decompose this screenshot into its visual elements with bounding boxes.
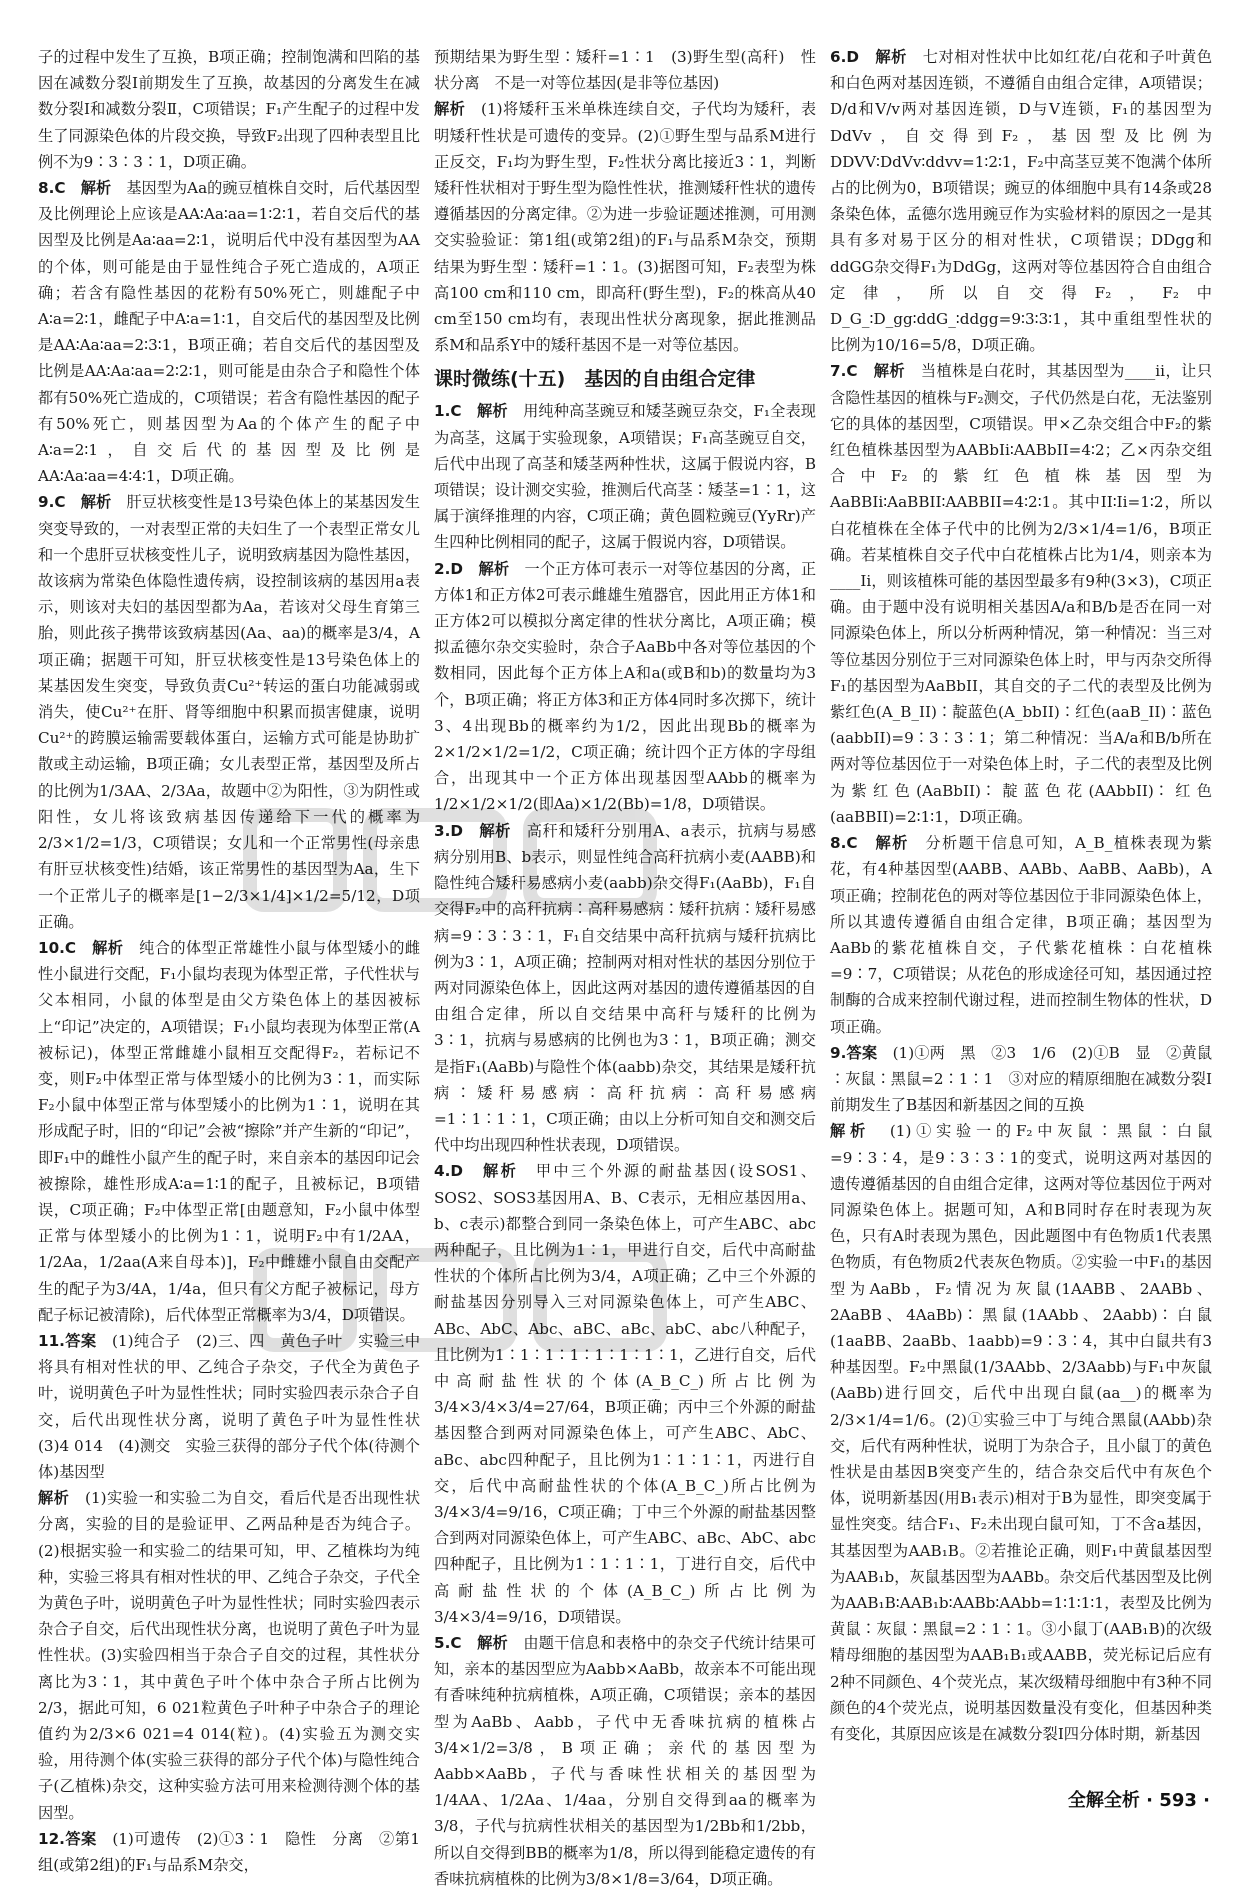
footer-dot-end: · — [1203, 1790, 1210, 1811]
item-text: 甲中三个外源的耐盐基因(设SOS1、SOS2、SOS3基因用A、B、C表示，无相应基因用a、b、c表示)都整合到同一条染色体上，可产生ABC、abc两种配子，且比例为1∶1，甲进行自交，后代中高耐盐性状的个体所占比例为3/4，A项正确；乙中三个外源的耐盐基因分别导入三对同源染色体上，可产生ABC、ABc、AbC、Abc、aBC、aBc、abC、abc八种配子，且比例为1∶1∶1∶1∶1∶1∶1∶1，乙进行自交，后代中高耐盐性状的个体(A_B_C_)所占比例为3/4×3/4×3/4=27/64，B项正确；丙中三个外源的耐盐基因整合到两对同源染色体上，可产生ABC、AbC、aBc、abc四种配子，且比例为1∶1∶1∶1，丙进行自交，后代中高耐盐性状的个体(A_B_C_)所占比例为3/4×3/4=9/16，C项正确；丁中三个外源的耐盐基因整合到两对同源染色体上，可产生ABC、aBc、AbC、abc四种配子，且比例为1∶1∶1∶1，丁进行自交，后代中高耐盐性状的个体(A_B_C_)所占比例为3/4×3/4=9/16，D项错误。 — [434, 1162, 816, 1626]
item-number: 8.C — [38, 179, 66, 198]
page-footer — [1068, 1786, 1210, 1812]
item-text: 一个正方体可表示一对等位基因的分离，正方体1和正方体2可表示雌雄生殖器官，因此用正方体1和正方体2可以模拟分离定律的性状分离比，A项正确；模拟孟德尔杂交实验时，杂合子AaBb中各对等位基因的个数相同，因此每个正方体上A和a(或B和b)的数量均为3个，B项正确；将正方体3和正方体4同时多次掷下，统计3、4出现Bb的概率约为1/2，因此出现Bb的概率为2×1/2×1/2=1/2，C项正确；统计四个正方体的字母组合，出现其中一个正方体出现基因型AAbb的概率为1/2×1/2×1/2(即Aa)×1/2(Bb)=1/8，D项错误。 — [434, 559, 817, 814]
footer-dot: · — [1146, 1790, 1154, 1811]
item-number: 5.C — [434, 1633, 462, 1652]
item-text: (1)①两 黑 ②3 1/6 (2)①B 显 ②黄鼠∶灰鼠∶黑鼠=2∶1∶1 ③对应的精原细胞在减数分裂Ⅰ前期发生了B基因和新基因之间的互换 — [830, 1043, 1213, 1115]
answer-item — [38, 1328, 436, 1485]
answer-item — [434, 1158, 816, 1630]
item-text: 肝豆状核变性是13号染色体上的某基因发生突变导致的，一对表型正常的夫妇生了一个表型正常女儿和一个患肝豆状核变性儿子，说明致病基因为隐性基因，故该病为常染色体隐性遗传病，设控制该病的基因用a表示，则该对夫妇的基因型都为Aa，若该对父母生育第三胎，则此孩子携带该致病基因(Aa、aa)的概率是3/4，A项正确；据题干可知，肝豆状核变性是13号染色体上的某基因发生突变，导致负责Cu²⁺转运的蛋白功能减弱或消失，使Cu²⁺在肝、肾等细胞中积累而损害健康，说明Cu²⁺的跨膜运输需要载体蛋白，运输方式可能是协助扩散或主动运输，B项正确；女儿表型正常，基因型及所占的比例为1/3AA、2/3Aa，故题中②为阳性，③为阴性或阳性，女儿将该致病基因传递给下一代的概率为2/3×1/2=1/3，C项错误；女儿和一个正常男性(母亲患有肝豆状核变性)结婚，该正常男性的基因型为Aa，生下一个正常儿子的概率是[1−2/3×1/4]×1/2=5/12，D项正确。 — [38, 493, 421, 931]
item-number: 1.C — [434, 402, 462, 421]
item-text: 当植株是白花时，其基因型为____ii，让只含隐性基因的植株与F₂测交，子代仍然是白花，无法鉴别它的具体的基因型，C项错误。甲×乙杂交组合中F₂的紫红色植株基因型为AABbIi∶AABbII=4∶2；乙×丙杂交组合中F₂的紫红色植株基因型为AaBBIi∶AaBBII∶AABBII=4∶2∶1。其中II∶Ii=1∶2，所以白花植株在全体子代中的比例为2/3×1/4=1/6，B项正确。若某植株自交子代中白花植株占比为1/4，则亲本为____Ii，则该植株可能的基因型最多有9种(3×3)，C项正确。由于题中没有说明相关基因A/a和B/b是否在同一对同源染色体上，所以分析两种情况，第一种情况：当三对等位基因分别位于三对同源染色体上时，甲与丙杂交所得F₁的基因型为AaBbII，其自交的子二代的表型及比例为紫红色(A_B_II)∶靛蓝色(A_bbII)∶红色(aaB_II)∶蓝色(aabbII)=9∶3∶3∶1；第二种情况：当A/a和B/b所在两对等位基因位于一对染色体上时，子二代的表型及比例为紫红色(AaBbII)∶靛蓝色花(AAbbII)∶红色(aaBBII)=2∶1∶1，D项正确。 — [830, 362, 1213, 826]
answer-item — [434, 398, 816, 555]
item-number: 10.C — [38, 938, 77, 957]
analysis-label: 解析 — [80, 179, 112, 198]
item-text: 七对相对性状中比如红花/白花和子叶黄色和白色两对基因连锁，不遵循自由组合定律，A项错误；D/d和V/v两对基因连锁，D与V连锁，F₁的基因型为DdVv，自交得到F₂，基因型及比例为DDVV∶DdVv∶ddvv=1∶2∶1，F₂中高茎豆荚不饱满个体所占的比例为0，B项错误；豌豆的体细胞中具有14条或28条染色体，孟德尔选用豌豆作为实验材料的原因之一是其具有多对易于区分的相对性状，C项错误；DDgg和ddGG杂交得F₁为DdGg，这两对等位基因符合自由组合定律，所以自交得F₂，F₂中D_G_∶D_gg∶ddG_∶ddgg=9∶3∶3∶1，其中重组型性状的比例为10/16=5/8，D项正确。 — [830, 48, 1213, 355]
answer-item — [830, 830, 1212, 1040]
column-left — [38, 44, 436, 1875]
item-text: 纯合的体型正常雄性小鼠与体型矮小的雌性小鼠进行交配，F₁小鼠均表现为体型正常，子代性状与父本相同，小鼠的体型是由父方染色体上的基因被标上“印记”决定的，A项错误；F₁小鼠均表现为体型正常(A被标记)，体型正常雌雄小鼠相互交配得F₂，若标记不变，则F₂中体型正常与体型矮小的比例为3∶1，而实际F₂小鼠中体型正常与体型矮小的比例为1∶1，说明在其形成配子时，旧的“印记”会被“擦除”并产生新的“印记”，即F₁中的雌性小鼠产生的配子时，来自亲本的基因印记会被擦除，雄性形成A∶a=1∶1的配子，且被标记，B项错误，C项正确；F₂中体型正常[由题意知，F₂小鼠中体型正常与体型矮小的比例为1∶1，说明F₂中有1/2AA，1/2Aa，1/2aa(A来自母本)]，F₂中雌雄小鼠自由交配产生的配子为3/4A，1/4a，但只有父方配子被标记，母方配子标记被清除)，后代体型正常概率为3/4，D项错误。 — [38, 938, 421, 1324]
item-text: (1)纯合子 (2)三、四 黄色子叶 实验三中将具有相对性状的甲、乙纯合子杂交，子代全为黄色子叶，说明黄色子叶为显性性状；同时实验四表示杂合子自交，后代出现性状分离，说明了黄色子叶为显性性状 (3)4 014 (4)测交 实验三获得的部分子代个体(待测个体)基因型 — [38, 1331, 436, 1481]
item-number: 7.C — [830, 362, 858, 381]
footer-label: 全解全析 — [1067, 1790, 1140, 1811]
item-number: 4.D — [434, 1162, 463, 1181]
item-text: 子的过程中发生了互换，B项正确；控制饱满和凹陷的基因在减数分裂Ⅰ前期发生了互换，故基因的分离发生在减数分裂Ⅰ和减数分裂Ⅱ，C项错误；F₁产生配子的过程中发生了同源染色体的片段交换，导致F₂出现了四种表型且比例不为9∶3∶3∶1，D项正确。 — [38, 48, 420, 171]
item-number: 2.D — [434, 559, 463, 578]
answer-item — [38, 1485, 420, 1826]
answer-item — [830, 44, 1212, 358]
item-number: 9.答案 — [830, 1043, 878, 1062]
answer-item — [434, 1630, 816, 1892]
analysis-label: 解析 — [482, 1162, 519, 1181]
column-middle — [434, 44, 817, 1888]
answer-paragraph — [434, 44, 816, 96]
analysis-label: 解析 — [873, 362, 906, 381]
analysis-label: 解析 — [38, 1489, 70, 1508]
item-number: 6.D — [830, 48, 859, 66]
item-text: 分析题干信息可知，A_B_植株表现为紫花，有4种基因型(AABB、AABb、AaBB、AaBb)，A项正确；控制花色的两对等位基因位于非同源染色体上，所以其遗传遵循自由组合定律，B项正确；基因型为AaBb的紫花植株自交，子代紫花植株∶白花植株=9∶7，C项错误；从花色的形成途径可知，基因通过控制酶的合成来控制代谢过程，进而控制生物体的性状，D项正确。 — [830, 834, 1213, 1036]
item-text: 高秆和矮秆分别用A、a表示，抗病与易感病分别用B、b表示，则显性纯合高秆抗病小麦(AABB)和隐性纯合矮秆易感病小麦(aabb)杂交得F₁(AaBb)，F₁自交得F₂中的高秆抗病∶高秆易感病∶矮秆抗病∶矮秆易感病=9∶3∶3∶1，F₁自交结果中高秆抗病与矮秆抗病比例为3∶1，A项正确；控制两对相对性状的基因分别位于两对同源染色体上，因此这两对基因的遗传遵循基因的自由组合定律，所以自交结果中高秆与矮秆的比例为3∶1，抗病与易感病的比例也为3∶1，B项正确；测交是指F₁(AaBb)与隐性个体(aabb)杂交，其结果是矮秆抗病∶矮秆易感病∶高秆抗病∶高秆易感病=1∶1∶1∶1，C项正确；由以上分析可知自交和测交后代中均出现四种性状表现，D项错误。 — [434, 821, 817, 1155]
answer-item — [38, 935, 420, 1328]
item-number: 9.C — [38, 493, 66, 512]
analysis-label: 解析 — [92, 938, 124, 957]
item-text: (1)可遗传 (2)①3∶1 隐性 分离 ②第1组(或第2组)的F₁与品系M杂交， — [38, 1829, 421, 1875]
item-text: (1)将矮秆玉米单株连续自交，子代均为矮秆，表明矮秆性状是可遗传的变异。(2)①野生型与品系M进行正反交，F₁均为野生型，F₂性状分离比接近3∶1，判断矮秆性状相对于野生型为隐性性状，推测矮秆性状的遗传遵循基因的分离定律。②为进一步验证题述推测，可用测交实验验证：第1组(或第2组)的F₁与品系M杂交，预期结果为野生型∶矮秆=1∶1。(3)据图可知，F₂表型为株高100 cm和110 cm，即高秆(野生型)，F₂的株高从40 cm至150 cm均有，表现出性状分离现象，据此推测品系M和品系Y中的矮秆基因不是一对等位基因。 — [434, 100, 817, 355]
item-text: (1)①实验一的F₂中灰鼠∶黑鼠∶白鼠=9∶3∶4，是9∶3∶3∶1的变式，说明这两对基因的遗传遵循基因的自由组合定律，这两对等位基因位于两对同源染色体上。据题可知，A和B同时存在时表现为灰色，只有A时表现为黑色，因此题图中有色物质1代表黑色物质，有色物质2代表灰色物质。②实验一中F₁的基因型为AaBb，F₂情况为灰鼠(1AABB、2AABb、2AaBB、4AaBb)∶黑鼠(1AAbb、2Aabb)∶白鼠(1aaBB、2aaBb、1aabb)=9∶3∶4，其中白鼠共有3种基因型。F₂中黑鼠(1/3AAbb、2/3Aabb)与F₁中灰鼠(AaBb)进行回交，后代中出现白鼠(aa__)的概率为2/3×1/4=1/6。(2)①实验三中丁与纯合黑鼠(AAbb)杂交，后代有两种性状，说明丁为杂合子，且小鼠丁的黄色性状是由基因B突变产生的，结合杂交后代中有灰色个体，说明新基因(用B₁表示)相对于B为显性，即突变属于显性突变。结合F₁、F₂未出现白鼠可知，丁不含a基因，其基因型为AAB₁B。②若推论正确，则F₁中黄鼠基因型为AAB₁b，灰鼠基因型为AABb。杂交后代基因型及比例为AAB₁B∶AAB₁b∶AABb∶AAbb=1∶1∶1∶1，表型及比例为黄鼠∶灰鼠∶黑鼠=2∶1∶1。③小鼠丁(AAB₁B)的次级精母细胞的基因型为AAB₁B₁或AABB，荧光标记后应有2种不同颜色、4个荧光点，某次级精母细胞中有3种不同颜色的4个荧光点，说明基因数量没有变化，但基因种类有变化，其原因应该是在减数分裂Ⅰ四分体时期，新基因 — [830, 1122, 1213, 1743]
analysis-label: 解析 — [875, 48, 907, 66]
answer-paragraph — [38, 44, 420, 175]
analysis-label: 解析 — [479, 821, 511, 840]
answer-item — [434, 96, 816, 358]
page-number: 593 — [1159, 1790, 1197, 1811]
analysis-label: 解析 — [477, 1633, 508, 1652]
item-text: (1)实验一和实验二为自交，看后代是否出现性状分离，实验的目的是验证甲、乙两品种是否为纯合子。(2)根据实验一和实验二的结果可知，甲、乙植株均为纯种，实验三将具有相对性状的甲、乙纯合子杂交，子代全为黄色子叶，说明黄色子叶为显性性状；同时实验四表示杂合子自交，后代出现性状分离，也说明了黄色子叶为显性性状。(3)实验四相当于杂合子自交的过程，其性状分离比为3∶1，其中黄色子叶个体中杂合子所占比例为2/3，据此可知，6 021粒黄色子叶种子中杂合子的理论值约为2/3×6 021=4 014(粒)。(4)实验五为测交实验，用待测个体(实验三获得的部分子代个体)与隐性纯合子(乙植株)杂交，这种实验方法可用来检测待测个体的基因型。 — [38, 1489, 421, 1822]
item-text: 用纯种高茎豌豆和矮茎豌豆杂交，F₁全表现为高茎，这属于实验现象，A项错误；F₁高茎豌豆自交，后代中出现了高茎和矮茎两种性状，这属于假说内容，B项错误；设计测交实验，推测后代高茎∶矮茎=1∶1，这属于演绎推理的内容，C项正确；黄色圆粒豌豆(YyRr)产生四种比例相同的配子，这属于假说内容，D项错误。 — [434, 402, 816, 552]
answer-item — [830, 358, 1212, 830]
answer-item — [38, 489, 420, 934]
analysis-label: 解析 — [875, 834, 909, 853]
analysis-label: 解析 — [80, 493, 112, 512]
answer-item — [830, 1040, 1212, 1119]
item-number: 3.D — [434, 821, 463, 840]
section-title: 课时微练(十五) 基因的自由组合定律 — [434, 368, 756, 391]
analysis-label: 解析 — [434, 100, 466, 119]
item-text: 由题干信息和表格中的杂交子代统计结果可知，亲本的基因型应为Aabb×AaBb，故亲本不可能出现有香味纯种抗病植株，A项正确，C项错误；亲本的基因型为AaBb、Aabb，子代中无香味抗病的植株占3/4×1/2=3/8，B项正确；亲代的基因型为Aabb×AaBb，子代与香味性状相关的基因型为1/4AA、1/2Aa、1/4aa，分别自交得到aa的概率为3/8，子代与抗病性状相关的基因型为1/2Bb和1/2bb，所以自交得到BB的概率为1/8，所以得到能稳定遗传的有香味抗病植株的比例为3/8×1/8=3/64，D项正确。 — [434, 1633, 817, 1888]
column-right — [830, 44, 1212, 1784]
item-number: 8.C — [830, 834, 858, 853]
analysis-label: 解析 — [830, 1122, 870, 1141]
item-text: 预期结果为野生型∶矮秆=1∶1 (3)野生型(高秆) 性状分离 不是一对等位基因(是非等位基因) — [434, 48, 816, 93]
analysis-label: 解析 — [478, 559, 510, 578]
item-number: 11.答案 — [38, 1331, 97, 1350]
analysis-label: 解析 — [477, 402, 508, 421]
answer-item — [38, 1826, 420, 1878]
answer-item — [434, 556, 816, 818]
answer-item — [830, 1118, 1212, 1747]
answer-item — [434, 818, 816, 1159]
item-text: 基因型为Aa的豌豆植株自交时，后代基因型及比例理论上应该是AA∶Aa∶aa=1∶2∶1，若自交后代的基因型及比例是Aa∶aa=2∶1，说明后代中没有基因型为AA的个体，则可能是由于显性纯合子死亡造成的，A项正确；若含有隐性基因的花粉有50%死亡，则雄配子中A∶a=2∶1，雌配子中A∶a=1∶1，自交后代的基因型及比例是AA∶Aa∶aa=2∶3∶1，B项正确；若自交后代的基因型及比例是AA∶Aa∶aa=2∶2∶1，则可能是由杂合子和隐性个体都有50%死亡造成的，C项错误；若含有隐性基因的配子有50%死亡，则基因型为Aa的个体产生的配子中A∶a=2∶1，自交后代的基因型及比例是AA∶Aa∶aa=4∶4∶1，D项正确。 — [38, 179, 420, 486]
item-number: 12.答案 — [38, 1829, 97, 1848]
answer-item — [38, 175, 420, 489]
